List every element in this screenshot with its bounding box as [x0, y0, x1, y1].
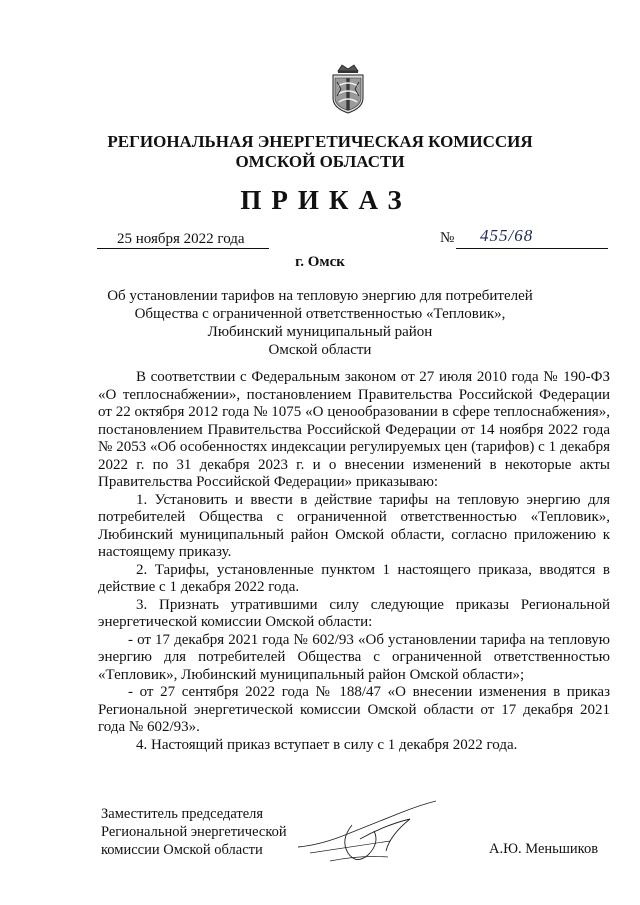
order-item-1: 1. Установить и ввести в действие тарифы на тепловую энергию для потребителей Общества с ограниченной ответственностью «Тепловик», Любинский муниципальный район Омской области, согласно приложению к настоящему приказу. — [98, 491, 610, 560]
order-item-3: 3. Признать утратившими силу следующие приказы Региональной энергетической комиссии Омской области: — [98, 596, 610, 630]
order-item-4: 4. Настоящий приказ вступает в силу с 1 декабря 2022 года. — [136, 736, 518, 753]
document-body — [98, 369, 610, 754]
document-date: 25 ноября 2022 года — [117, 231, 245, 247]
document-number: 455/68 — [480, 226, 534, 245]
document-type-title: ПРИКАЗ — [240, 185, 412, 215]
date-field — [97, 230, 269, 249]
omsk-coat-of-arms-icon — [329, 62, 367, 114]
signer-name: А.Ю. Меньшиков — [489, 841, 599, 857]
subject-line: Общества с ограниченной ответственностью «Тепловик», — [134, 306, 506, 322]
signer-position-line: Заместитель председателя — [101, 806, 264, 822]
subject-line: Любинский муниципальный район — [207, 324, 433, 340]
order-item-2: 2. Тарифы, установленные пунктом 1 настоящего приказа, вводятся в действие с 1 декабря 2022 года. — [98, 561, 610, 595]
subject-line: Об установлении тарифов на тепловую энергию для потребителей — [107, 288, 533, 304]
subject-line: Омской области — [268, 342, 372, 358]
city-line: г. Омск — [295, 254, 345, 270]
handwritten-signature-icon — [290, 795, 440, 870]
signer-position-line: комиссии Омской области — [101, 842, 263, 858]
repealed-order-2: - от 27 сентября 2022 года № 188/47 «О внесении изменения в приказ Региональной энергетической комиссии Омской области от 17 декабря 2021 года № 602/93». — [98, 684, 610, 735]
repealed-order-1: - от 17 декабря 2021 года № 602/93 «Об установлении тарифа на тепловую энергию для потребителей Общества с ограниченной ответственностью «Тепловик», Любинский муниципальный район Омской области»; — [98, 631, 610, 683]
signer-position-line: Региональной энергетической — [101, 824, 287, 840]
number-label: № — [440, 230, 455, 246]
number-field — [456, 226, 608, 249]
document-subject — [70, 287, 570, 359]
organization-name-line-2: ОМСКОЙ ОБЛАСТИ — [235, 152, 405, 171]
organization-name-line-1: РЕГИОНАЛЬНАЯ ЭНЕРГЕТИЧЕСКАЯ КОМИССИЯ — [107, 132, 533, 151]
signer-position — [101, 805, 287, 859]
preamble-paragraph: В соответствии с Федеральным законом от 27 июля 2010 года № 190-ФЗ «О теплоснабжении», постановлением Правительства Российской Федерации от 22 октября 2012 года № 1075 «О ценообразовании в сфере теплоснабжения», постановлением Правительства Российской Федерации от 14 ноября 2022 года № 2053 «Об особенностях индексации регулируемых цен (тарифов) с 1 декабря 2022 г. по 31 декабря 2023 г. и о внесении изменений в некоторые акты Правительства Российской Федерации» приказываю: — [98, 369, 610, 490]
